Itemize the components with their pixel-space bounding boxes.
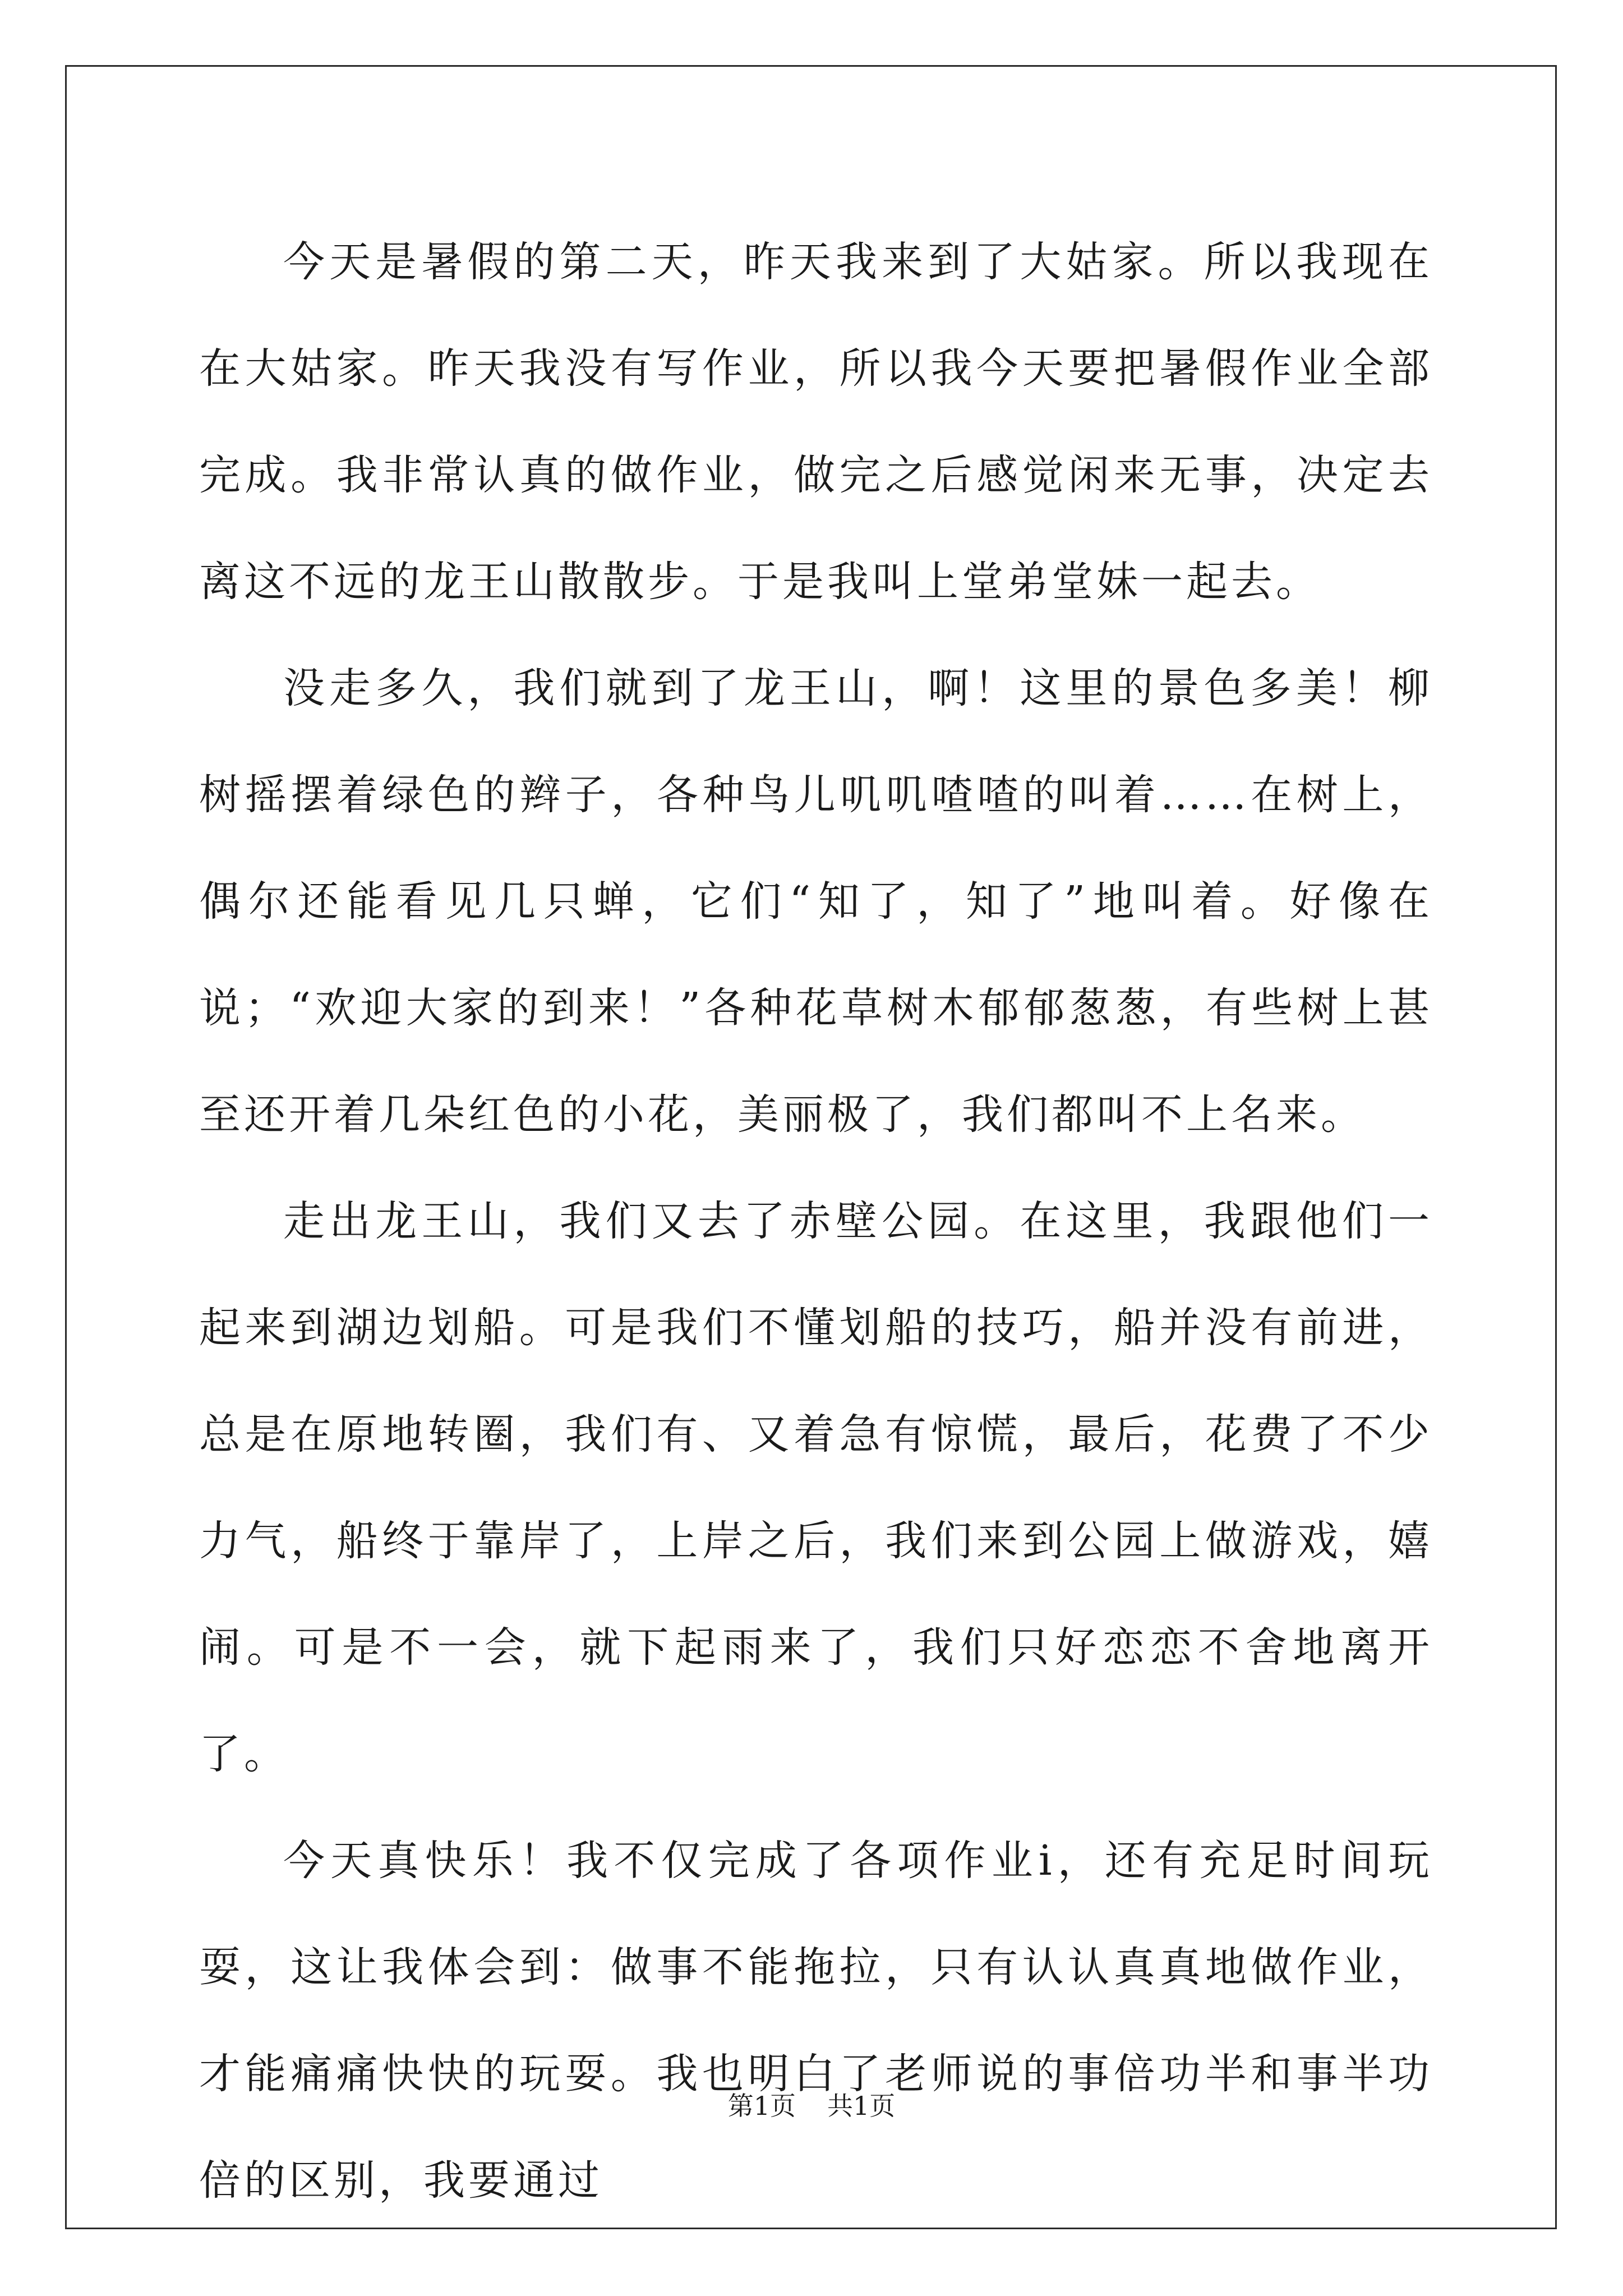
page-footer xyxy=(0,2086,1623,2123)
paragraph: 今天是暑假的第二天，昨天我来到了大姑家。所以我现在在大姑家。昨天我没有写作业，所以我今天要把暑假作业全部完成。我非常认真的做作业，做完之后感觉闲来无事，决定去离这不远的龙王山散散步。于是我叫上堂弟堂妹一起去。 xyxy=(199,238,1433,606)
paragraph: 没走多久，我们就到了龙王山，啊！这里的景色多美！柳树摇摆着绿色的辫子，各种鸟儿叽叽喳喳的叫着……在树上，偶尔还能看见几只蝉，它们“知了，知了”地叫着。好像在说；“欢迎大家的到来！”各种花草树木郁郁葱葱，有些树上甚至还开着几朵红色的小花，美丽极了，我们都叫不上名来。 xyxy=(199,664,1433,1139)
page-number: 第1页 xyxy=(727,2091,796,2121)
page-total: 共1页 xyxy=(827,2091,896,2121)
document-body xyxy=(199,209,1433,2234)
paragraph: 今天真快乐！我不仅完成了各项作业i，还有充足时间玩耍，这让我体会到：做事不能拖拉，只有认认真真地做作业，才能痛痛快快的玩耍。我也明白了老师说的事倍功半和事半功倍的区别，我要通过 xyxy=(199,1837,1433,2205)
paragraph: 走出龙王山，我们又去了赤壁公园。在这里，我跟他们一起来到湖边划船。可是我们不懂划船的技巧，船并没有前进，总是在原地转圈，我们有、又着急有惊慌，最后，花费了不少力气，船终于靠岸了，上岸之后，我们来到公园上做游戏，嬉闹。可是不一会，就下起雨来了，我们只好恋恋不舍地离开了。 xyxy=(199,1197,1433,1778)
